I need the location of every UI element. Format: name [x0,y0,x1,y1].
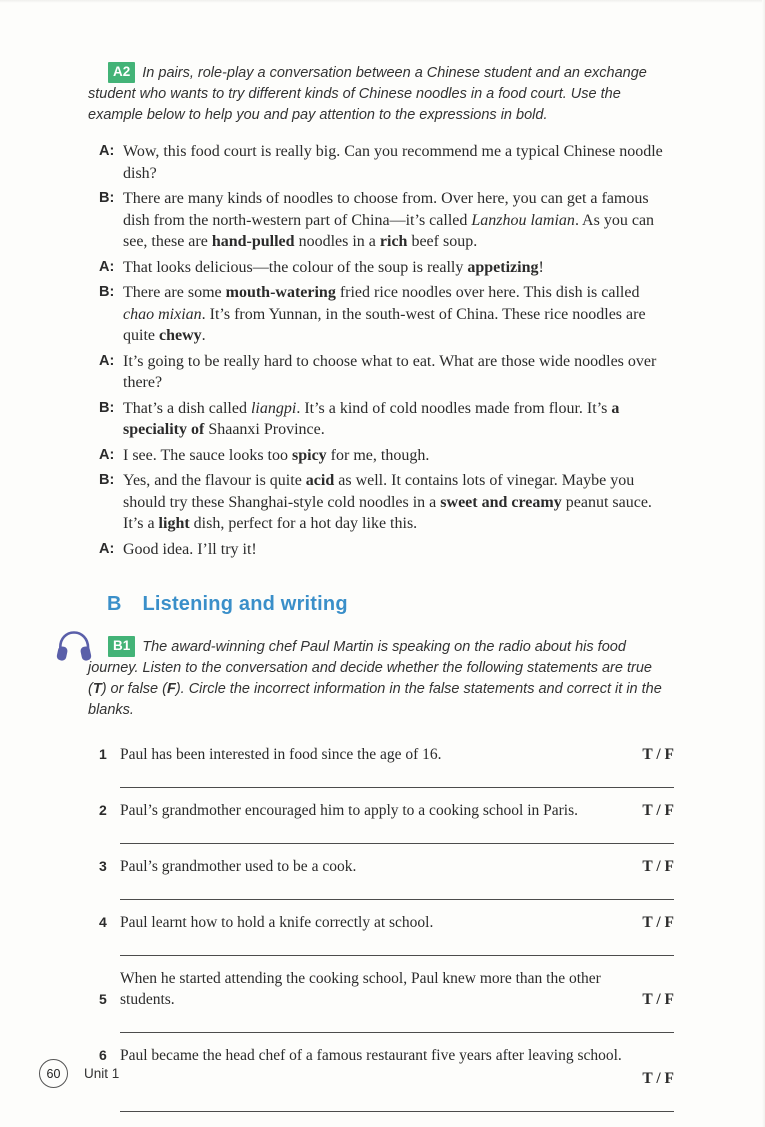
section-b-heading [107,593,674,616]
dialogue-text [123,141,674,184]
text-segment: There are some [123,284,226,301]
true-false-choice: T / F [642,858,674,875]
text-segment: There are many kinds of noodles to choose from. Over here, you can get a famous dish from the north-western part of China—it’s called [123,190,649,229]
text-segment: T [92,681,102,697]
answer-blank-line [120,1111,674,1112]
statement-number: 2 [99,802,107,818]
statement-item [99,956,674,1033]
dialogue-turn [99,188,674,253]
page-footer [39,1059,119,1088]
b1-block [88,636,674,721]
dialogue-text [123,351,674,394]
dialogue-turn [99,141,674,184]
dialogue [88,141,674,560]
b1-instructions [88,636,674,721]
dialogue-turn [99,257,674,279]
dialogue-text [123,257,674,279]
speaker-label: B: [99,284,115,300]
text-segment: hand-pulled [211,233,295,250]
statement-item [99,732,674,788]
statement-number: 6 [99,1047,107,1063]
statement-text: When he started attending the cooking school, Paul knew more than the other students. [120,970,601,1008]
statement-number: 4 [99,914,107,930]
text-segment: fried rice noodles over here. This dish is called [335,284,640,301]
text-segment: Lanzhou lamian [471,211,575,229]
text-segment: dish, perfect for a hot day like this. [189,515,418,532]
text-segment: mouth-watering [225,284,336,301]
text-segment: . It’s a kind of cold noodles made from flour. It’s [296,399,612,417]
dialogue-text [123,539,674,561]
speaker-label: A: [99,258,115,275]
speaker-label: B: [99,399,115,416]
text-segment: sweet and creamy [440,493,562,511]
text-segment: . As you can see, these are [123,211,655,250]
section-b-letter: B [107,593,122,615]
text-segment: peanut sauce. It’s a [123,493,652,532]
text-segment: acid [305,472,335,489]
dialogue-turn [99,398,674,441]
statement-row [99,1045,674,1066]
speaker-label: B: [99,190,115,206]
dialogue-text [123,188,674,253]
page-number-badge: 60 [39,1059,68,1088]
statement-row [99,856,674,877]
text-segment: light [158,515,190,532]
text-segment: It’s going to be really hard to choose what to eat. What are those wide noodles over there? [123,352,657,391]
content-column [88,62,674,1112]
statement-text: Paul learnt how to hold a knife correctly at school. [120,914,434,931]
b1-instructions-text [88,639,662,718]
dialogue-turn [99,539,674,561]
a2-badge: A2 [108,62,135,83]
text-segment: chao mixian [123,305,202,323]
statement-item [99,844,674,900]
a2-instructions [88,62,674,126]
dialogue-text [123,445,674,467]
statements-list [88,732,674,1112]
text-segment: Wow, this food court is really big. Can you recommend me a typical Chinese noodle dish? [123,143,663,182]
statement-row [99,968,674,1010]
text-segment: beef soup. [407,233,478,250]
text-segment: for me, though. [326,446,430,464]
text-segment: rich [379,233,408,250]
text-segment: I see. The sauce looks too [123,446,292,464]
text-segment: Good idea. I’ll try it! [123,540,257,558]
statement-number: 5 [99,991,107,1007]
headphones-icon [55,630,93,669]
dialogue-turn [99,470,674,535]
dialogue-turn [99,445,674,467]
statement-number: 3 [99,858,107,874]
text-segment: Yes, and the flavour is quite [123,472,306,489]
true-false-choice: T / F [642,991,674,1008]
statement-item [99,900,674,956]
text-segment: F [166,681,176,697]
true-false-choice: T / F [642,746,674,763]
statement-item [99,1033,674,1112]
text-segment: ). Circle the incorrect information in the false statements and correct it in the blanks. [88,681,662,718]
statement-text: Paul has been interested in food since the age of 16. [120,746,442,763]
speaker-label: B: [99,472,115,488]
text-segment: The award-winning chef Paul Martin is speaking on the radio about his food journey. Listen to the conversation and decide whether the following statements are true ( [88,639,652,697]
statement-row [99,800,674,821]
text-segment: spicy [292,446,327,464]
text-segment: ) or false ( [101,681,167,697]
text-segment: as well. It contains lots of vinegar. Maybe you should try these Shanghai-style cold noodles in a [123,472,635,511]
unit-label: Unit 1 [84,1066,120,1081]
statement-row [99,744,674,765]
text-segment: . [201,327,206,344]
text-segment: noodles in a [294,233,380,250]
text-segment: appetizing [467,258,539,276]
statement-item [99,788,674,844]
statement-row [99,912,674,933]
speaker-label: A: [99,352,115,369]
scan-edge [0,0,765,3]
dialogue-text [123,470,674,535]
text-segment: That looks delicious—the colour of the soup is really [123,258,468,276]
text-segment: . It’s from Yunnan, in the south-west of China. These rice noodles are quite [123,305,646,344]
speaker-label: A: [99,143,115,159]
true-false-choice: T / F [642,914,674,931]
text-segment: Shaanxi Province. [204,421,325,438]
text-segment: a speciality of [123,399,620,438]
dialogue-turn [99,282,674,347]
statement-text: Paul’s grandmother used to be a cook. [120,858,357,875]
dialogue-text [123,398,674,441]
text-segment: chewy [159,327,202,344]
true-false-choice: T / F [642,802,674,819]
statement-number: 1 [99,746,107,762]
speaker-label: A: [99,446,115,463]
text-segment: liangpi [250,399,297,417]
statement-text: Paul’s grandmother encouraged him to apply to a cooking school in Paris. [120,802,579,819]
statement-text: Paul became the head chef of a famous restaurant five years after leaving school. [120,1047,622,1064]
dialogue-turn [99,351,674,394]
text-segment: That’s a dish called [123,399,251,417]
b1-badge: B1 [108,636,135,657]
dialogue-text [123,282,674,347]
text-segment: ! [538,258,544,276]
speaker-label: A: [99,540,115,557]
a2-instructions-text: In pairs, role-play a conversation between a Chinese student and an exchange student who wants to try different kinds of Chinese noodles in a food court. Use the example below to help you and pay attention to the expressions in bold. [88,65,647,123]
section-b-title: Listening and writing [142,593,348,615]
true-false-choice: T / F [642,1070,674,1087]
